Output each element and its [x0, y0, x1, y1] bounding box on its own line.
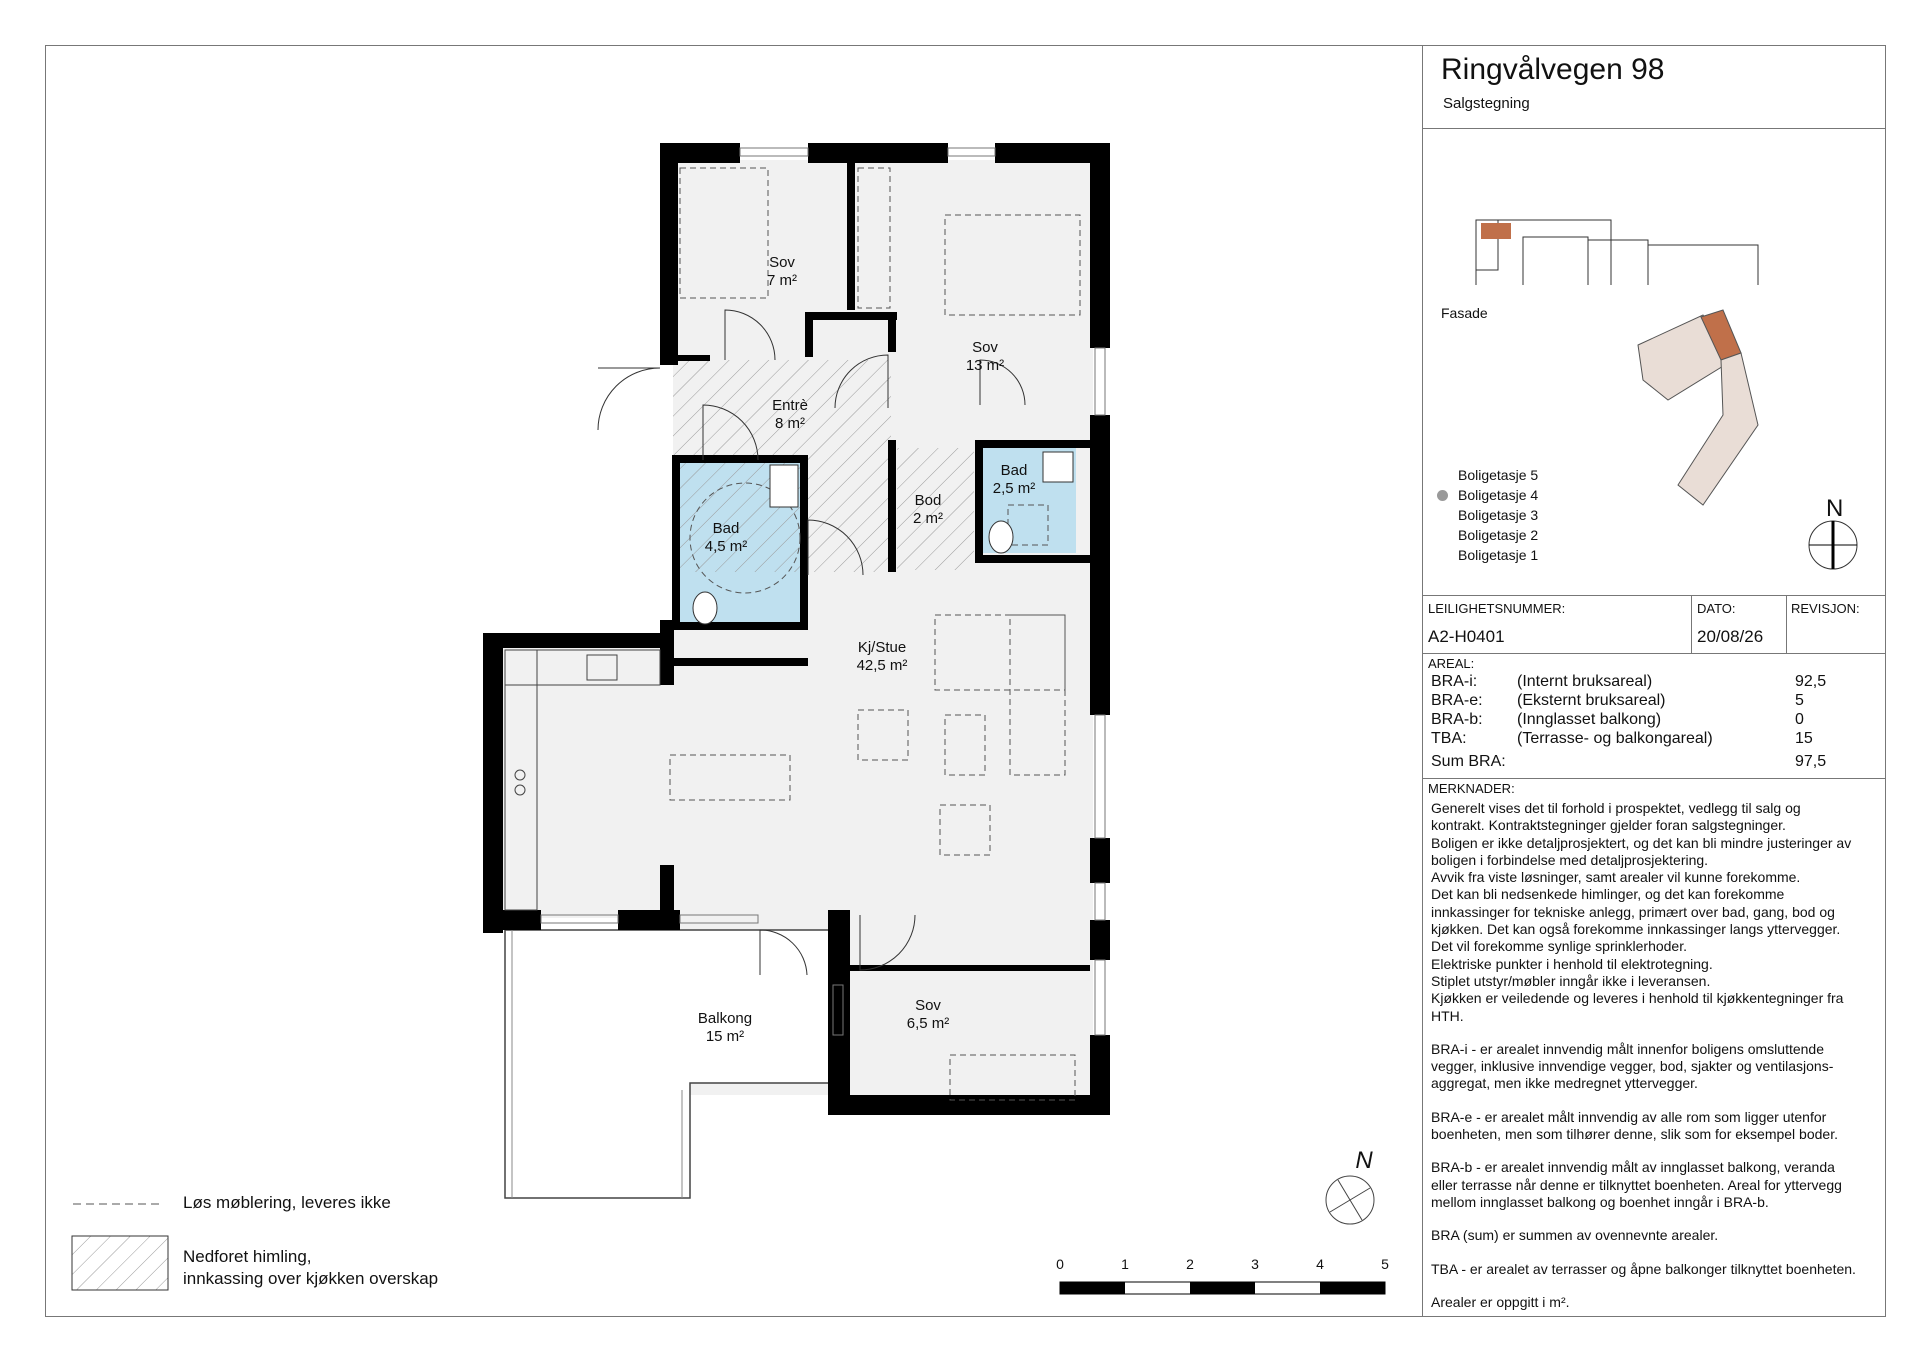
- areal-heading: AREAL:: [1428, 656, 1475, 671]
- date-value: 20/08/26: [1697, 627, 1764, 646]
- floor-item-label: Boligetasje 4: [1458, 487, 1539, 503]
- page-subtitle: Salgstegning: [1443, 95, 1530, 112]
- note-paragraph: TBA - er arealet av terrasser og åpne balkonger tilknyttet boenheten.: [1431, 1260, 1856, 1277]
- legend-hatched-text-1: Nedforet himling,: [183, 1247, 312, 1266]
- areal-value: 15: [1795, 730, 1813, 747]
- scale-bar: [1060, 1282, 1385, 1294]
- room-area: 8 m²: [775, 415, 805, 432]
- floor-item-label: Boligetasje 2: [1458, 527, 1539, 543]
- room-label: Bad: [1000, 462, 1028, 479]
- legend-hatch-swatch: [72, 1236, 168, 1290]
- scale-tick: 3: [1251, 1256, 1259, 1272]
- balcony: [505, 930, 830, 1198]
- facade-label: Fasade: [1441, 305, 1488, 321]
- areal-code: TBA:: [1431, 730, 1467, 747]
- room-area: 13 m²: [965, 357, 1005, 374]
- floor-item-selected[interactable]: [1458, 485, 1538, 505]
- scale-tick: 5: [1381, 1256, 1389, 1272]
- room-label: Sov: [972, 339, 998, 356]
- floor-item[interactable]: [1458, 525, 1538, 545]
- room-label: Balkong: [697, 1010, 753, 1027]
- scale-tick: 0: [1056, 1256, 1064, 1272]
- floor-item-label: Boligetasje 3: [1458, 507, 1539, 523]
- note-paragraph: BRA (sum) er summen av ovennevnte arealer.: [1431, 1227, 1719, 1244]
- areal-row: [1431, 673, 1871, 693]
- room-area: 2,5 m²: [992, 480, 1036, 497]
- scale-tick: 1: [1121, 1256, 1129, 1272]
- floor-item-label: Boligetasje 1: [1458, 547, 1539, 563]
- areal-code: Sum BRA:: [1431, 753, 1506, 770]
- areal-desc: (Innglasset balkong): [1517, 711, 1662, 728]
- floor-item[interactable]: [1458, 465, 1538, 485]
- unit-number-label: LEILIGHETSNUMMER:: [1428, 601, 1566, 616]
- legend-dashed-text: Løs møblering, leveres ikke: [183, 1193, 391, 1212]
- areal-code: BRA-e:: [1431, 692, 1483, 709]
- areal-value: 97,5: [1795, 753, 1827, 770]
- note-paragraph: Generelt vises det til forhold i prospektet, vedlegg til salg og kontrakt. Kontraktstegninger gjelder foran salgstegninger. Boligen er ikke detaljprosjektert, og det kan bli mindre justeringer av boligen i forbindelse med detaljprosjektering. Avvik fra viste løsninger, samt arealer vil kunne forekomme. Det kan bli nedsenkede himlinger, og det kan forekomme innkassinger for tekniske anlegg, primært over bad, gang, bod og kjøkken. Det kan også forekomme innkassinger langs yttervegger. Det vil forekomme synlige sprinklerhoder. Elektriske punkter i henhold til elektrotegning. Stiplet utstyr/møbler inngår ikke i leveransen. Kjøkken er veiledende og leveres i henhold til kjøkkentegninger fra HTH.: [1431, 800, 1852, 1024]
- room-area: 2 m²: [913, 510, 943, 527]
- areal-value: 0: [1795, 711, 1804, 728]
- scale-tick: 2: [1186, 1256, 1194, 1272]
- unit-number-value: A2-H0401: [1428, 627, 1505, 646]
- compass-letter: N: [1355, 1147, 1373, 1174]
- areal-code: BRA-i:: [1431, 673, 1478, 690]
- bod-hatch: [897, 448, 974, 570]
- room-label: Sov: [769, 254, 795, 271]
- revision-label: REVISJON:: [1791, 601, 1860, 616]
- areal-code: BRA-b:: [1431, 711, 1483, 728]
- compass-plan: [1326, 1147, 1374, 1224]
- room-label: Entrè: [772, 397, 808, 414]
- notes-heading: MERKNADER:: [1428, 781, 1515, 796]
- room-label: Kj/Stue: [857, 639, 907, 656]
- areal-value: 92,5: [1795, 673, 1827, 690]
- compass-north-letter: N: [1826, 495, 1844, 522]
- note-paragraph: BRA-b - er arealet innvendig målt av innglasset balkong, veranda eller terrasse når denne er tilknyttet boenheten. Areal for yttervegg mellom innglasset balkong og boenhet inngår i BRA-b.: [1431, 1159, 1842, 1210]
- room-area: 15 m²: [705, 1028, 745, 1045]
- scale-tick: 4: [1316, 1256, 1324, 1272]
- areal-row-sum: [1431, 753, 1871, 773]
- floor-item[interactable]: [1458, 505, 1538, 525]
- floor-list: [1458, 465, 1538, 565]
- areal-desc: (Eksternt bruksareal): [1517, 692, 1666, 709]
- room-area: 42,5 m²: [856, 657, 908, 674]
- room-area: 4,5 m²: [704, 538, 748, 555]
- note-paragraph: BRA-e - er arealet målt innvendig av alle rom som ligger utenfor boenheten, men som tilhører denne, slik som for eksempel boder.: [1431, 1108, 1838, 1143]
- areal-row: [1431, 730, 1871, 750]
- areal-row: [1431, 711, 1871, 731]
- floor-item-label: Boligetasje 5: [1458, 467, 1539, 483]
- selected-dot-icon: [1437, 490, 1448, 501]
- areal-desc: (Terrasse- og balkongareal): [1517, 730, 1713, 747]
- notes: [1431, 800, 1883, 1327]
- floor-item[interactable]: [1458, 545, 1538, 565]
- title-block: [1422, 45, 1886, 1317]
- areal-row: [1431, 692, 1871, 712]
- room-label: Bod: [914, 492, 942, 509]
- room-label: Sov: [915, 997, 941, 1014]
- legend-hatched-text-2: innkassing over kjøkken overskap: [183, 1269, 439, 1288]
- page-title: Ringvålvegen 98: [1441, 53, 1665, 86]
- areal-desc: (Internt bruksareal): [1517, 673, 1653, 690]
- room-area: 6,5 m²: [906, 1015, 950, 1032]
- note-paragraph: BRA-i - er arealet innvendig målt innenfor boligens omsluttende vegger, inklusive innvendige vegger, bod, sjakter og ventilasjons- aggregat, men ikke medregnet yttervegger.: [1431, 1040, 1834, 1092]
- room-label: Bad: [712, 520, 740, 537]
- date-label: DATO:: [1697, 601, 1736, 616]
- facade-drawing: [1423, 135, 1887, 285]
- note-paragraph: Arealer er oppgitt i m².: [1431, 1293, 1570, 1310]
- room-area: 7 m²: [767, 272, 797, 289]
- areal-value: 5: [1795, 692, 1804, 709]
